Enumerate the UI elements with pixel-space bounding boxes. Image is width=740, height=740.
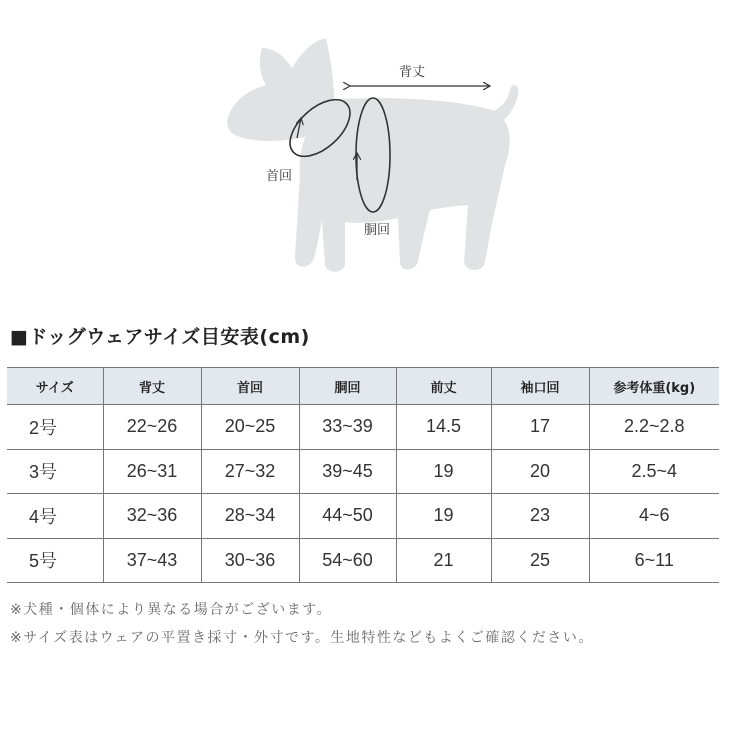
table-header-row	[7, 368, 719, 405]
table-cell: 4~6	[589, 494, 719, 539]
size-cell: 2号	[7, 405, 103, 450]
table-cell: 22~26	[103, 405, 201, 450]
table-cell: 14.5	[396, 405, 491, 450]
table-cell: 19	[396, 494, 491, 539]
table-cell: 17	[491, 405, 589, 450]
neck-label: 首回	[265, 169, 293, 184]
table-cell: 6~11	[589, 538, 719, 583]
table-cell: 28~34	[201, 494, 299, 539]
table-cell: 21	[396, 538, 491, 583]
note-measurement-method: ※サイズ表はウェアの平置き採寸・外寸です。生地特性などもよくご確認ください。	[10, 630, 594, 646]
table-cell: 44~50	[299, 494, 396, 539]
table-cell: 27~32	[201, 449, 299, 494]
table-cell: 19	[396, 449, 491, 494]
header-front-length: 前丈	[396, 368, 491, 405]
header-neck: 首回	[201, 368, 299, 405]
table-cell: 20	[491, 449, 589, 494]
table-cell: 54~60	[299, 538, 396, 583]
table-cell: 33~39	[299, 405, 396, 450]
header-cuff: 袖口回	[491, 368, 589, 405]
header-chest: 胴回	[299, 368, 396, 405]
table-cell: 2.5~4	[589, 449, 719, 494]
header-weight: 参考体重(kg)	[589, 368, 719, 405]
size-table-title: ■ドッグウェアサイズ目安表(cm)	[10, 326, 310, 348]
table-cell: 23	[491, 494, 589, 539]
chest-label: 胴回	[363, 223, 391, 238]
header-size: サイズ	[7, 368, 103, 405]
table-cell: 30~36	[201, 538, 299, 583]
table-row	[7, 405, 719, 450]
size-table	[7, 367, 719, 583]
table-cell: 37~43	[103, 538, 201, 583]
table-cell: 32~36	[103, 494, 201, 539]
table-cell: 26~31	[103, 449, 201, 494]
size-cell: 4号	[7, 494, 103, 539]
table-row	[7, 494, 719, 539]
size-cell: 5号	[7, 538, 103, 583]
table-row	[7, 449, 719, 494]
dog-measurement-diagram	[0, 0, 740, 290]
back-length-label: 背丈	[398, 65, 426, 80]
table-row	[7, 538, 719, 583]
table-cell: 25	[491, 538, 589, 583]
table-cell: 20~25	[201, 405, 299, 450]
size-cell: 3号	[7, 449, 103, 494]
note-breed-variation: ※犬種・個体により異なる場合がございます。	[10, 602, 333, 618]
table-cell: 39~45	[299, 449, 396, 494]
table-cell: 2.2~2.8	[589, 405, 719, 450]
header-back-length: 背丈	[103, 368, 201, 405]
